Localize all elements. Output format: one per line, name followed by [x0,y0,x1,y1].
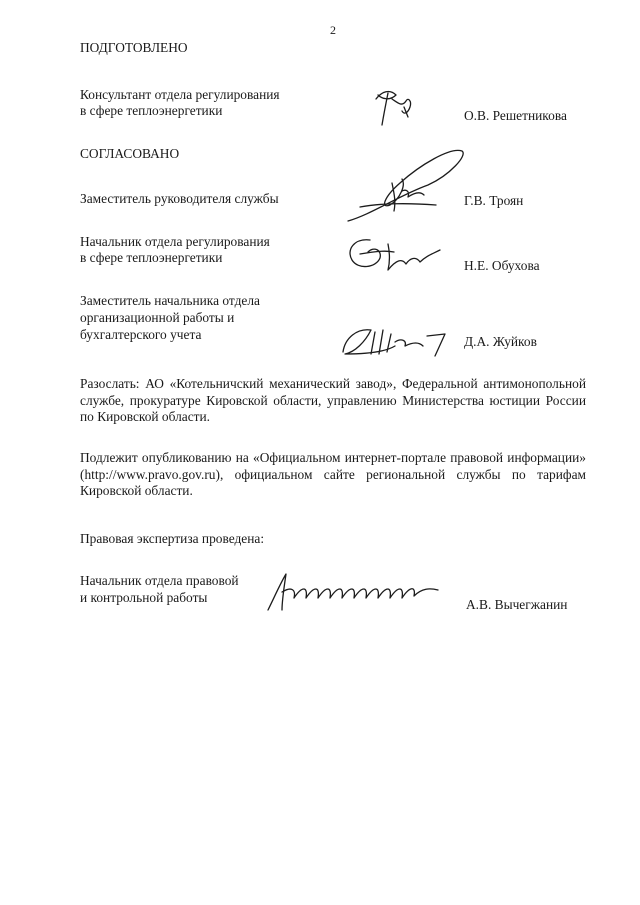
prepared-position-line2: в сфере теплоэнергетики [80,103,223,118]
prepared-position-line1: Консультант отдела регулирования [80,87,280,102]
prepared-heading: ПОДГОТОВЛЕНО [80,40,188,55]
signature-troyan [340,145,470,230]
distribution-paragraph: Разослать: АО «Котельничский механический завод», Федеральной антимонопольной службе, прокуратуре Кировской области, управлению Министерства юстиции России по Кировской области. [80,376,586,424]
signer-obukhova-name: Н.Е. Обухова [464,258,540,273]
signer-zhuikov-position-line3: бухгалтерского учета [80,327,202,342]
signature-zhuikov [335,318,455,363]
signature-vychegzhanin [262,568,442,618]
legal-review-position-line2: и контрольной работы [80,590,208,605]
signer-zhuikov-position-line2: организационной работы и [80,310,235,325]
signer-troyan-name: Г.В. Троян [464,193,524,208]
signer-zhuikov-name: Д.А. Жуйков [464,334,537,349]
signer-obukhova-position-line2: в сфере теплоэнергетики [80,250,223,265]
legal-review-position-line1: Начальник отдела правовой [80,573,239,588]
page-number: 2 [330,23,336,37]
signer-zhuikov-position-line1: Заместитель начальника отдела [80,293,260,308]
signer-troyan-position: Заместитель руководителя службы [80,191,279,206]
prepared-name: О.В. Решетникова [464,108,567,123]
legal-review-statement: Правовая экспертиза проведена: [80,531,265,546]
agreed-heading: СОГЛАСОВАНО [80,146,180,161]
signer-obukhova-position-line1: Начальник отдела регулирования [80,234,270,249]
legal-review-name: А.В. Вычегжанин [466,597,568,612]
signature-obukhova [340,230,450,280]
signature-reshetnikova [368,85,418,130]
publication-paragraph: Подлежит опубликованию на «Официальном интернет-портале правовой информации» (http://www.pravo.gov.ru), официальном сайте региональной службы по тарифам Кировской области. [80,450,586,498]
